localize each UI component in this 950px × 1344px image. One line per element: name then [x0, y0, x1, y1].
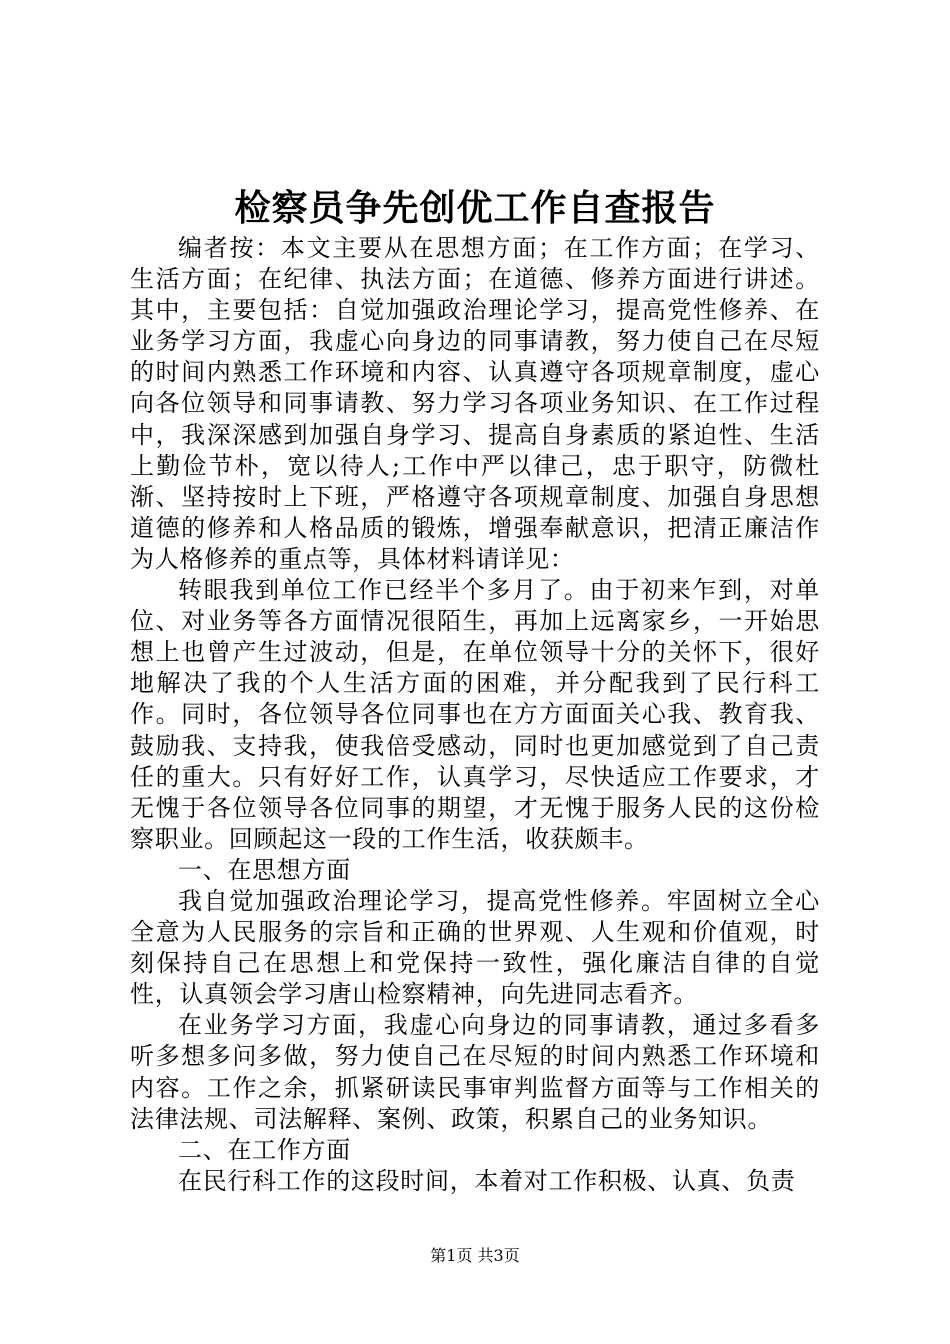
document-body — [130, 233, 820, 1197]
body-paragraph: 转眼我到单位工作已经半个多月了。由于初来乍到，对单位、对业务等各方面情况很陌生，再加上远离家乡，一开始思想上也曾产生过波动，但是，在单位领导十分的关怀下，很好地解决了我的个人生活方面的困难，并分配我到了民行科工作。同时，各位领导各位同事也在方方面面关心我、教育我、鼓励我、支持我，使我倍受感动，同时也更加感觉到了自己责任的重大。只有好好工作，认真学习，尽快适应工作要求，才无愧于各位领导各位同事的期望，才无愧于服务人民的这份检察职业。回顾起这一段的工作生活，收获颇丰。 — [130, 576, 820, 853]
page-footer: 第1页 共3页 — [430, 1246, 520, 1265]
body-paragraph: 我自觉加强政治理论学习，提高党性修养。牢固树立全心全意为人民服务的宗旨和正确的世界观、人生观和价值观，时刻保持自己在思想上和党保持一致性，强化廉洁自律的自觉性，认真领会学习唐山检察精神，向先进同志看齐。 — [130, 886, 820, 1009]
body-paragraph: 在业务学习方面，我虚心向身边的同事请教，通过多看多听多想多问多做，努力使自己在尽短的时间内熟悉工作环境和内容。工作之余，抓紧研读民事审判监督方面等与工作相关的法律法规、司法解释、案例、政策，积累自己的业务知识。 — [130, 1011, 820, 1133]
section-heading: 二、在工作方面 — [178, 1135, 351, 1164]
body-paragraph: 在民行科工作的这段时间，本着对工作积极、认真、负责 — [178, 1166, 796, 1195]
body-paragraph: 编者按：本文主要从在思想方面；在工作方面；在学习、生活方面；在纪律、执法方面；在道德、修养方面进行讲述。其中，主要包括：自觉加强政治理论学习，提高党性修养、在业务学习方面，我虚心向身边的同事请教，努力使自己在尽短的时间内熟悉工作环境和内容、认真遵守各项规章制度，虚心向各位领导和同事请教、努力学习各项业务知识、在工作过程中，我深深感到加强自身学习、提高自身素质的紧迫性、生活上勤俭节朴，宽以待人;工作中严以律己，忠于职守，防微杜渐、坚持按时上下班，严格遵守各项规章制度、加强自身思想道德的修养和人格品质的锻炼，增强奉献意识，把清正廉洁作为人格修养的重点等，具体材料请详见： — [130, 234, 820, 573]
document-title: 检察员争先创优工作自查报告 — [234, 187, 716, 229]
section-heading: 一、在思想方面 — [178, 855, 351, 884]
